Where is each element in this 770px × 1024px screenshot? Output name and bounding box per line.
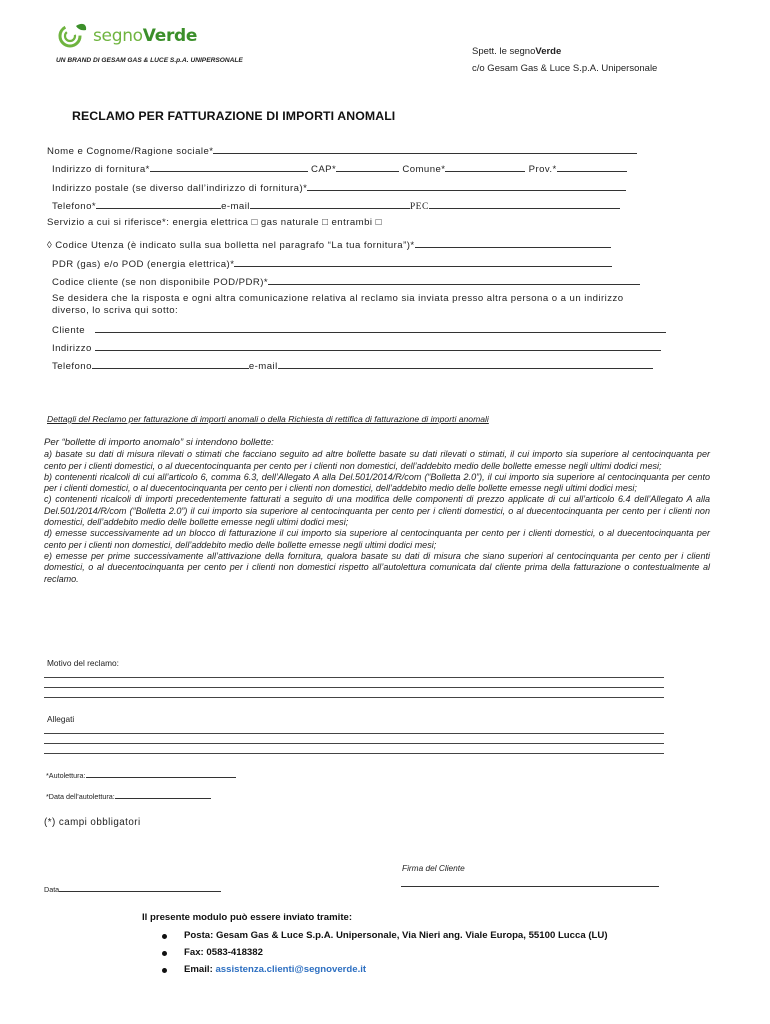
field-pdr-pod: PDR (gas) e/o POD (energia elettrica)* (52, 257, 612, 270)
telefono-input-line[interactable] (96, 199, 221, 209)
autolettura-input-line[interactable] (86, 770, 236, 778)
definition-item-e: e) emesse per prime successivamente all’attivazione della fornitura, qualora basate su dati di misura che siano superiori al centocinquanta per cento per i clienti domestici, o al duecentocinquanta per cento per i clienti non domestici rispetto all’autolettura comunicata dal cliente prima della fatturazione o contestualmente al reclamo. (44, 550, 710, 584)
definition-item-c: c) contenenti ricalcoli di importi precedentemente fatturati a seguito di una modifica delle componenti di prezzo applicate di cui all’articolo 6.4 dell’Allegato A alla Del.501/2014/R/com (“Bolletta 2.0”) il cui importo sia superiore al centocinquanta per cento per i clienti domestici, o al duecentocinquanta per cento per i clienti non domestici, dell’addebito medio delle bollette emesse negli ultimi dodici mesi; (44, 494, 710, 528)
cliente-input-line[interactable] (95, 323, 666, 333)
firma-input-line[interactable] (401, 877, 659, 887)
bullet-icon (162, 951, 167, 956)
field-indirizzo-postale: Indirizzo postale (se diverso dall’indirizzo di fornitura)* (52, 181, 626, 194)
indirizzo-fornitura-input-line[interactable] (150, 162, 308, 172)
footer-fax: Fax: 0583-418382 (162, 947, 608, 964)
definition-item-a: a) basate su dati di misura rilevati o stimati che facciano seguito ad altre bollette basate su dati rilevati o stimati, il cui importo sia superiore al centocinquanta per cento per i clienti domestici, o al duecentocinquanta per cento per i clienti non domestici, dell’addebito medio delle bollette emesse negli ultimi dodici mesi; (44, 449, 710, 471)
motivo-line-2[interactable] (44, 687, 664, 688)
page-title: RECLAMO PER FATTURAZIONE DI IMPORTI ANOMALI (72, 109, 396, 123)
allegati-line-1[interactable] (44, 733, 664, 734)
cap-input-line[interactable] (336, 162, 399, 172)
pec-input-line[interactable] (429, 199, 620, 209)
field-servizio[interactable]: Servizio a cui si riferisce*: energia elettrica □ gas naturale □ entrambi □ (47, 217, 382, 228)
autolettura-field: *Autolettura: (46, 770, 236, 780)
indirizzo-input-line[interactable] (95, 341, 661, 351)
data-input-line[interactable] (59, 884, 221, 892)
altra-persona-note-2: diverso, lo scriva qui sotto: (52, 305, 179, 316)
addressee-line-2: c/o Gesam Gas & Luce S.p.A. Unipersonale (472, 63, 658, 74)
field-indirizzo-fornitura: Indirizzo di fornitura* CAP* Comune* Prov.* (52, 162, 627, 175)
footer-intro: Il presente modulo può essere inviato tramite: (142, 912, 353, 923)
email-2-input-line[interactable] (278, 359, 653, 369)
firma-label: Firma del Cliente (402, 863, 465, 873)
field-codice-utenza: ◊ Codice Utenza (è indicato sulla sua bolletta nel paragrafo “La tua fornitura”)* (47, 238, 611, 251)
codice-utenza-input-line[interactable] (415, 238, 611, 248)
details-intro: Per “bollette di importo anomalo” si intendono bollette: (44, 437, 274, 448)
altra-persona-note-1: Se desidera che la risposta e ogni altra comunicazione relativa al reclamo sia inviata presso altra persona o a un indirizzo (52, 293, 624, 304)
email-input-line[interactable] (250, 199, 410, 209)
indirizzo-postale-input-line[interactable] (307, 181, 626, 191)
addressee-line-1: Spett. le segnoVerde (472, 46, 562, 57)
field-codice-cliente: Codice cliente (se non disponibile POD/PDR)* (52, 275, 640, 288)
required-fields-note: (*) campi obbligatori (44, 817, 141, 828)
motivo-line-3[interactable] (44, 697, 664, 698)
segnoverde-logo-icon (56, 22, 88, 48)
prov-input-line[interactable] (557, 162, 627, 172)
pdr-pod-input-line[interactable] (234, 257, 612, 267)
allegati-line-3[interactable] (44, 753, 664, 754)
nome-input-line[interactable] (213, 144, 637, 154)
motivo-line-1[interactable] (44, 677, 664, 678)
comune-input-line[interactable] (445, 162, 525, 172)
details-section-title: Dettagli del Reclamo per fatturazione di importi anomali o della Richiesta di rettifica di fatturazione di importi anomali (47, 414, 489, 424)
data-autolettura-input-line[interactable] (115, 791, 211, 799)
field-cliente: Cliente (52, 323, 666, 336)
field-telefono: Telefono* e-mail PEC (52, 199, 620, 212)
footer-posta: Posta: Gesam Gas & Luce S.p.A. Unipersonale, Via Nieri ang. Viale Europa, 55100 Lucca (LU) (162, 930, 608, 947)
brand-line: UN BRAND DI GESAM GAS & LUCE S.p.A. UNIPERSONALE (56, 57, 243, 64)
details-definitions (44, 437, 710, 585)
motivo-label: Motivo del reclamo: (47, 658, 119, 668)
bullet-icon (162, 968, 167, 973)
definition-item-d: d) emesse successivamente ad un blocco di fatturazione il cui importo sia superiore al centocinquanta per cento per i clienti domestici, o al duecentocinquanta per cento per i clienti non domestici, dell’addebito medio delle bollette emesse negli ultimi dodici mesi; (44, 528, 710, 550)
data-field: Data (44, 884, 221, 894)
field-telefono-2: Telefono e-mail (52, 359, 653, 372)
footer-email: Email: assistenza.clienti@segnoverde.it (162, 964, 608, 981)
telefono-2-input-line[interactable] (92, 359, 249, 369)
definition-item-b: b) contenenti ricalcoli di cui all’articolo 6, comma 6.3, dell’Allegato A alla Del.501/2014/R/com (“Bolletta 2.0”), il cui importo sia superiore al centocinquanta per cento per i clienti domestici, o al duecentocinquanta per cento per i clienti non domestici, dell’addebito medio delle bollette emesse negli ultimi dodici mesi; (44, 471, 710, 494)
field-indirizzo: Indirizzo (52, 341, 661, 354)
footer-contact-list (162, 930, 608, 981)
allegati-label: Allegati (47, 714, 75, 724)
bullet-icon (162, 934, 167, 939)
data-autolettura-field: *Data dell’autolettura: (46, 791, 211, 801)
logo-wordmark: segnoVerde (93, 26, 198, 46)
allegati-line-2[interactable] (44, 743, 664, 744)
codice-cliente-input-line[interactable] (268, 275, 640, 285)
field-nome: Nome e Cognome/Ragione sociale* (47, 144, 637, 157)
email-link[interactable]: assistenza.clienti@segnoverde.it (215, 964, 367, 975)
